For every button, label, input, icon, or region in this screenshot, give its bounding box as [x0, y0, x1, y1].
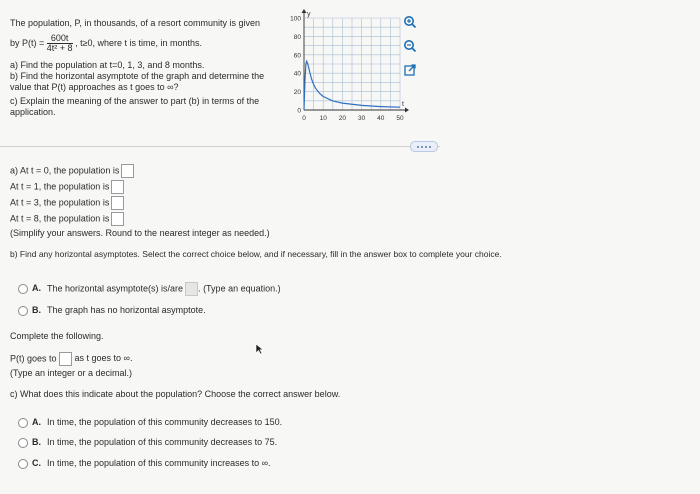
answer-label-t1: At t = 1, the population is [10, 181, 110, 192]
complete-heading: Complete the following. [10, 331, 104, 341]
option-c-b-text: In time, the population of this community decreases to 75. [47, 437, 278, 447]
dot-icon [425, 146, 427, 148]
problem-intro: The population, P, in thousands, of a resort community is given [10, 18, 260, 28]
answer-label-t3: At t = 3, the population is [10, 197, 110, 208]
part-c-prompt-line2: application. [10, 107, 56, 117]
part-b-question: b) Find any horizontal asymptotes. Select the correct choice below, and if necessary, fill in the answer box to complete your choice. [10, 249, 502, 259]
option-b-a-text: The horizontal asymptote(s) is/are [47, 283, 184, 294]
option-b-a-hint: . (Type an equation.) [198, 283, 281, 294]
part-b-prompt-line1: b) Find the horizontal asymptote of the graph and determine the [10, 71, 265, 81]
option-b-a[interactable] [18, 282, 281, 296]
radio-b-b[interactable] [18, 306, 28, 316]
x-tick-label: 30 [357, 115, 366, 122]
dot-icon [421, 146, 423, 148]
radio-c-c[interactable] [18, 459, 28, 469]
part-c-question: c) What does this indicate about the population? Choose the correct answer below. [10, 389, 341, 399]
limit-input[interactable] [59, 352, 72, 366]
function-condition: , t≥0, where t is time, in months. [75, 37, 203, 48]
type-hint: (Type an integer or a decimal.) [10, 368, 133, 378]
answer-label-t0: a) At t = 0, the population is [10, 165, 120, 176]
mouse-cursor-icon [254, 343, 264, 355]
limit-suffix: as t goes to ∞. [74, 353, 133, 364]
answer-row-t1 [10, 180, 124, 194]
answer-input-t1[interactable] [111, 180, 124, 194]
more-options-button[interactable] [410, 141, 438, 152]
y-tick-label: 60 [293, 52, 301, 60]
function-fraction [47, 34, 73, 53]
answer-input-t8[interactable] [111, 212, 124, 226]
limit-row [10, 352, 132, 366]
x-tick-label: 10 [319, 115, 327, 122]
answer-row-t0 [10, 164, 134, 178]
x-tick-label: 40 [377, 115, 385, 122]
option-b-b-letter: B. [32, 305, 41, 315]
x-tick-label: 0 [302, 115, 306, 122]
answer-label-t8: At t = 8, the population is [10, 213, 110, 224]
asymptote-input[interactable] [185, 282, 198, 296]
y-tick-label: 0 [297, 107, 301, 115]
x-tick-label: 50 [396, 115, 404, 122]
option-c-b[interactable] [18, 437, 277, 448]
x-tick-label: 20 [338, 115, 347, 122]
simplify-note: (Simplify your answers. Round to the nearest integer as needed.) [10, 228, 270, 238]
option-c-a-letter: A. [32, 417, 41, 427]
option-b-a-letter: A. [32, 283, 41, 294]
limit-prefix: P(t) goes to [10, 353, 57, 364]
section-divider [0, 146, 440, 147]
fraction-numerator: 600t [47, 34, 73, 44]
y-tick-label: 80 [293, 33, 301, 41]
y-tick-label: 20 [293, 89, 301, 97]
dot-icon [417, 146, 419, 148]
function-prefix: by P(t) = [10, 37, 45, 48]
option-c-b-letter: B. [32, 437, 41, 447]
answer-row-t8 [10, 212, 124, 226]
radio-c-b[interactable] [18, 438, 28, 448]
radio-c-a[interactable] [18, 418, 28, 428]
popout-icon[interactable] [402, 62, 418, 78]
x-axis-arrow [405, 108, 409, 113]
answer-input-t3[interactable] [111, 196, 124, 210]
option-c-c-text: In time, the population of this community increases to ∞. [47, 458, 271, 468]
y-axis-arrow [302, 9, 307, 13]
x-axis-label: t [402, 101, 404, 108]
radio-b-a[interactable] [18, 284, 28, 294]
option-c-a[interactable] [18, 417, 282, 428]
part-c-prompt-line1: c) Explain the meaning of the answer to part (b) in terms of the [10, 96, 260, 106]
zoom-out-icon[interactable] [402, 38, 418, 54]
zoom-in-icon[interactable] [402, 14, 418, 30]
option-b-b[interactable] [18, 305, 206, 316]
option-c-c[interactable] [18, 458, 271, 469]
part-a-prompt: a) Find the population at t=0, 1, 3, and 8 months. [10, 60, 205, 70]
dot-icon [429, 146, 431, 148]
option-c-a-text: In time, the population of this community decreases to 150. [47, 417, 283, 427]
part-b-prompt-line2: value that P(t) approaches as t goes to ∞? [10, 82, 179, 92]
population-graph [282, 8, 412, 123]
option-c-c-letter: C. [32, 458, 41, 468]
answer-input-t0[interactable] [121, 164, 134, 178]
answer-row-t3 [10, 196, 124, 210]
option-b-b-text: The graph has no horizontal asymptote. [47, 305, 206, 315]
y-tick-label: 40 [293, 70, 301, 78]
fraction-denominator: 4t² + 8 [46, 43, 73, 53]
y-tick-label: 100 [290, 15, 301, 23]
y-axis-label: y [307, 11, 311, 18]
problem-function [10, 34, 202, 53]
